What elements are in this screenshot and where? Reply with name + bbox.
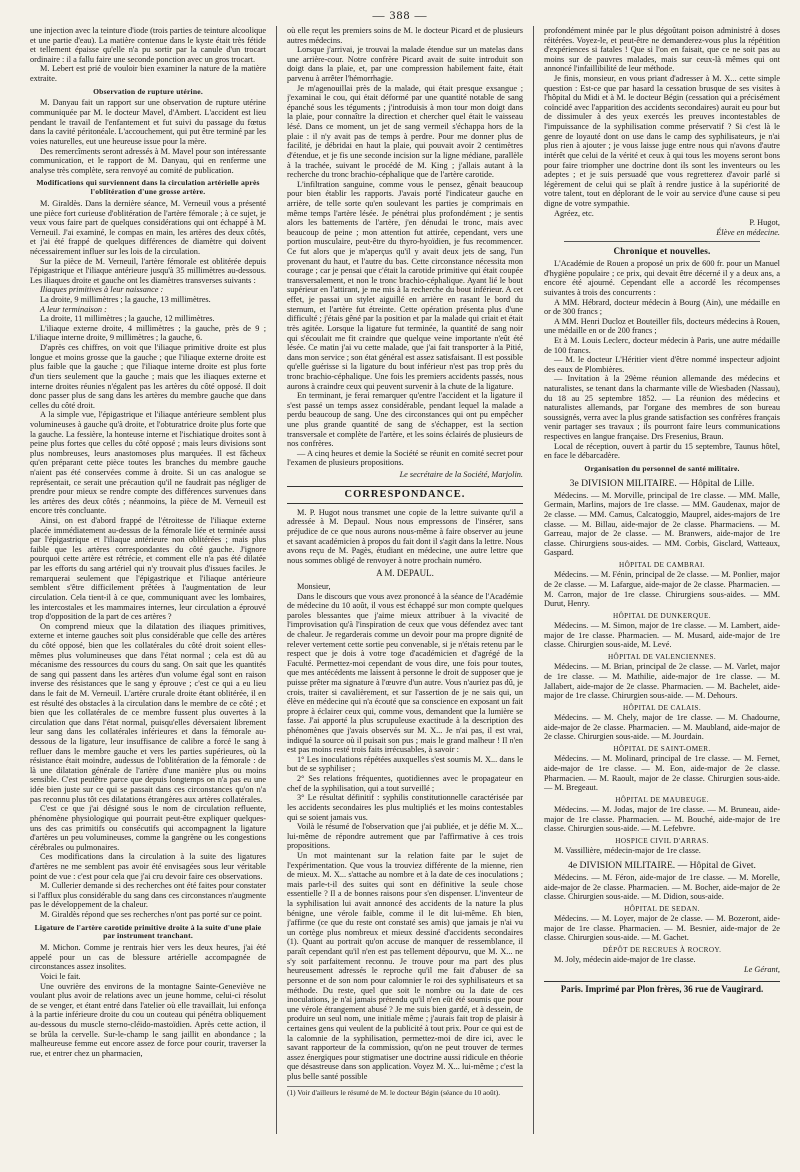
hospital-heading: HÔPITAL DE VALENCIENNES.: [607, 653, 717, 662]
paragraph: La droite, 11 millimètres ; la gauche, 12 millimètres.: [40, 314, 215, 324]
division-heading: 3e DIVISION MILITAIRE. — Hôpital de Lille.: [569, 477, 755, 489]
section-heading-chronique: Chronique et nouvelles.: [613, 246, 711, 257]
paragraph: Je finis, monsieur, en vous priant d'adresser à M. X... cette simple question : Est-ce que par hasard la cessation brusque de ses visites à l'hôpital du Midi et à M. le docteur Bégin (cessation qui a précisément coïncidé avec l'apparition des accidents secondaires) aurait eu pour but de dissimuler à des yeux exercés les preuves incontestables de l'impuissance de la syphilisation comme préservatif ? Si c'est là le genre de loyauté dont on use dans le camp des syphilisateurs, je n'ai plus rien à ajouter ; je vous laisse juge entre nous qui n'avons d'autre intérêt que celui de la vérité et ceux à qui tous les moyens seront bons pour faire triompher une doctrine dont ils sont les inventeurs ou les adeptes ; et je suis persuadé que vous regretterez d'avoir parlé si légèrement de celui qui se plaît à rendre justice à la supériorité de votre talent, tout en déplorant de le voir au service d'une cause si peu digne de votre sympathie.: [544, 74, 780, 208]
paragraph: M. P. Hugot nous transmet une copie de la lettre suivante qu'il a adressée à M. Depaul. Nous nous empressons de l'insérer, sans préjudice de ce que nous aurons nous-même à faire observer au jeune et savant académicien à propos du fait dont il s'agit dans la lettre. Nous avons reçu de M. Pagès, étudiant en médecine, une autre lettre que nous sommes obligé de renvoyer à notre prochain numéro.: [287, 507, 523, 565]
section-heading: Observation de rupture utérine.: [93, 86, 203, 96]
paragraph: M. Giraldès répond que ses recherches n'ont pas porté sur ce point.: [40, 910, 262, 920]
hospital-staff: Médecins. — M. Brian, principal de 2e classe. — M. Varlet, major de 1re classe. — M. Mathilie, aide-major de 1re classe. — M. Jallabert, aide-major de 2e classe. Pharmacien. — M. Bachelet, aide-major de 1re classe. Chirurgien sous-aide. — M. Dehours.: [544, 662, 780, 701]
column-1: [30, 26, 266, 1134]
paragraph: — A cinq heures et demie la Société se réunit en comité secret pour l'examen de plusieurs propositions.: [287, 448, 523, 468]
hospital-staff: M. Vassillière, médecin-major de 1re classe.: [554, 846, 701, 856]
paragraph: A MM. Hébrard, docteur médecin à Bourg (Ain), une médaille en or de 300 francs ;: [544, 297, 780, 317]
paragraph: Ainsi, on est d'abord frappé de l'étroitesse de l'iliaque externe placée immédiatement au-dessus de la fémorale liée et terminée aussi par l'épigastrique et l'iliaque antérieure non oblitérées ; mais plus faible que les artères correspondantes du côté gauche. J'ignore pourquoi cette artère est rétrécie, et comment elle n'a pas été dilatée par les efforts du sang artériel qui n'y trouvait plus d'issues faciles. Je remarquerai seulement que l'épigastrique et l'iliaque antérieure semblent s'être difficilement prêtées à l'augmentation de leur circulation. Cela tient-il à ce que, communiquant avec les lombaires, les intercostales et les mammaires internes, leur circulation a éprouvé trop d'opposition de la part de ces artères ?: [30, 516, 266, 622]
paragraph: Local de réception, ouvert à partir du 15 septembre, Taunus hôtel, en face le débarcadère.: [544, 441, 780, 461]
columns: [30, 26, 780, 1134]
hospital-staff: M. Joly, médecin aide-major de 1re classe.: [554, 955, 696, 965]
paragraph: Monsieur,: [297, 581, 331, 591]
paragraph: profondément minée par le plus dégoûtant poison administré à doses réitérées. Voyez-le, et peut-être ne demanderez-vous plus la répétition d'expériences si fatales ! Que si l'on en faisait, que ce ne soit pas au moins sur de pauvres malades, mais sur ceux-là mêmes qui ont annoncé l'infaillibilité de leur méthode.: [544, 26, 780, 74]
hospital-staff: Médecins. — M. Féron, aide-major de 1re classe. — M. Morelle, aide-major de 2e classe. Pharmacien. — M. Bocher, aide-major de 2e classe. Chirurgien sous-aide. — M. Didion, sous-aide.: [544, 873, 780, 902]
letter-address: A M. DEPAUL.: [376, 568, 434, 579]
paragraph: Iliaques primitives à leur naissance :: [40, 285, 164, 295]
paragraph: M. Giraldès. Dans la dernière séance, M. Verneuil vous a présenté une pièce fort curieuse d'oblitération de l'artère fémorale ; à ce sujet, je veux vous faire part de quelques considérations qui ont échappé à M. Verneuil. J'ai examiné, le compas en main, les artères des deux côtés, et j'ai été frappé de quelques différences de diamètre qui doivent nécessairement influer sur les lois de la circulation.: [30, 198, 266, 256]
hospital-staff: Médecins. — M. Fénin, principal de 2e classe. — M. Ponlier, major de 2e classe. — M. Lafargue, aide-major de 2e classe. Pharmacien. — M. Carron, major de 1re classe. Chirurgiens sous-aides. — MM. Durut, Henry.: [544, 570, 780, 609]
section-heading: Modifications qui surviennent dans la circulation artérielle après l'oblitération d'une grosse artère.: [36, 178, 260, 197]
paragraph: Et à M. Louis Leclerc, docteur médecin à Paris, une autre médaille de 100 francs.: [544, 335, 780, 355]
hospital-staff: Médecins. — M. Morville, principal de 1re classe. — MM. Malle, Germain, Marlins, majors de 1re classe. — MM. Gaudenax, major de 2e classe. — MM. Camus, Calcatoggio, Mauprel, aides-majors de 1re classe. — M. Billau, aide-major de 2e classe. Pharmaciens. — M. Garreau, major de 2e classe. — M. Branwers, aide-major de 1re classe. Chirurgiens sous-aides. — MM. Corbis, Gisclard, Watteaux, Gaspard.: [544, 490, 780, 558]
paragraph: une injection avec la teinture d'iode (trois parties de teinture alcoolique et une partie d'eau). La matière contenue dans le kyste était très fétide et tellement épaisse qu'elle n'a pu sortir par la canule d'un trocart ordinaire : il a fallu faire une seconde ponction avec un gros trocart.: [30, 26, 266, 64]
hospital-heading: DÉPÔT DE RECRUES À ROCROY.: [602, 946, 722, 954]
paragraph: L'Académie de Rouen a proposé un prix de 600 fr. pour un Manuel d'hygiène populaire ; ce prix, qui devait être décerné il y a deux ans, a encore été ajourné. Cependant elle a accordé les récompenses suivantes à trois des concurrents :: [544, 259, 780, 297]
paragraph: La droite, 9 millimètres ; la gauche, 13 millimètres.: [40, 295, 211, 305]
paragraph: Dans le discours que vous avez prononcé à la séance de l'Académie de médecine du 10 août, il vous est échappé sur mon compte quelques paroles blessantes que j'aime mieux attribuer à la vivacité de l'improvisation qu'à l'inspiration de ceux que vous défendez avec tant de chaleur. Je regarderais comme un devoir pour ma propre dignité de relever vertement cette sortie peu convenable, si je n'étais retenu par le respect que je dois à votre toge d'académicien et d'agrégé de la Faculté. Permettez-moi cependant de vous dire, une fois pour toutes, que mes antécédents me laissent à personne le droit de supposer que je puisse prêter ma signature à l'œuvre d'un autre. Vous n'auriez pas dû, je crois, traiter si cavalièrement, et sur l'assertion de je ne sais qui, un élève en médecine qui n'a écouté que sa conscience en exposant un fait propre à éclairer ceux qui, comme vous, demandent que la lumière se fasse. J'ai apporté la plus scrupuleuse exactitude à la description des phénomènes que j'avais observés sur M. X... Je n'ai pas, il est vrai, indiqué la source où il puisait son pus ; mais le grand malheur ! Il n'en est pas moins resté trois faits irrécusables, à savoir :: [287, 591, 523, 755]
hospital-staff: Médecins. — M. Simon, major de 1re classe. — M. Lambert, aide-major de 1re classe. Pharmacien. — M. Musard, aide-major de 1re classe. Chirurgien sous-aide, M. Levé.: [544, 621, 780, 650]
section-heading-correspondance: CORRESPONDANCE.: [287, 486, 523, 504]
paragraph: Agréez, etc.: [554, 208, 594, 218]
paragraph: L'iliaque externe droite, 4 millimètres ; la gauche, près de 9 ; L'iliaque interne droite, 9 millimètres ; la gauche, 6.: [30, 323, 266, 343]
paragraph: Ces modifications dans la circulation à la suite des ligatures d'artères ne me semblent pas avoir été envisagées sous leur véritable point de vue : c'est pour cela que j'ai cru devoir faire ces observations.: [30, 852, 266, 881]
hospital-heading: HÔPITAL DE MAUBEUGE.: [615, 795, 709, 804]
column-2: [287, 26, 523, 1134]
hospital-heading: HÔPITAL DE CALAIS.: [622, 703, 702, 712]
paragraph: M. Danyau fait un rapport sur une observation de rupture utérine communiquée par M. le docteur Mavel, d'Ambert. L'accident est lieu pendant le travail de l'enfantement et fut suivi du passage du fœtus dans la cavité péritonéale. L'accouchement, qui put être terminé par les voies naturelles, eut une heureuse issue pour la mère.: [30, 98, 266, 146]
footnote: (1) Voir d'ailleurs le résumé de M. le docteur Bégin (séance du 10 août).: [287, 1086, 523, 1098]
paragraph: Une ouvrière des environs de la montagne Sainte-Geneviève ne voulant plus avoir de relations avec un jeune homme, celui-ci résolut de se venger, et étant entré dans l'atelier où elle travaillait, lui enfonça à la partie inférieure droite du cou un couteau qui pénétra obliquement au-dessous du muscle sterno-cléido-mastoïdien. Après cette action, il se brûla la cervelle. Sur-le-champ le sang jaillit en abondance ; la malheureuse femme eut encore assez de force pour courir, traverser la rue, et entrer chez un pharmacien,: [30, 981, 266, 1058]
paragraph: M. Cullerier demande si des recherches ont été faites pour constater si l'afflux plus considérable du sang dans ces circonstances n'augmente pas le développement de la chaleur.: [30, 881, 266, 910]
paragraph: Sur la pièce de M. Verneuil, l'artère fémorale est oblitérée depuis l'épigastrique et l'iliaque antérieure jusqu'à 35 millimètres au-dessous. Les iliaques droite et gauche ont les diamètres transverses suivants :: [30, 256, 266, 285]
division-heading: 4e DIVISION MILITAIRE. — Hôpital de Givet.: [568, 859, 756, 871]
hospital-heading: HÔPITAL DE DUNKERQUE.: [613, 611, 711, 620]
paragraph: où elle reçut les premiers soins de M. le docteur Picard et de plusieurs autres médecins.: [287, 26, 523, 45]
hospital-heading: HÔPITAL DE SAINT-OMER.: [613, 744, 711, 753]
paragraph: 3° Le résultat définitif : syphilis constitutionnelle caractérisée par les accidents secondaires les plus multipliés et les moins contestables qui se soient jamais vus.: [287, 793, 523, 822]
separator: [564, 241, 760, 242]
paragraph: Voilà le résumé de l'observation que j'ai publiée, et je défie M. X... lui-même de répondre autrement que par l'affirmative à ces trois propositions.: [287, 822, 523, 851]
hospital-staff: Médecins. — M. Jodas, major de 1re classe. — M. Bruneau, aide-major de 1re classe. Pharmacien. — M. Bouché, aide-major de 1re classe. Chirurgien sous-aide. — M. Lefebvre.: [544, 805, 780, 834]
paragraph: D'après ces chiffres, on voit que l'iliaque primitive droite est plus longue et moins grosse que la gauche ; que l'iliaque externe droite est plus faible que la gauche ; que l'iliaque interne droite est plus forte d'un tiers seulement que la gauche ; mais que les iliaques externe et interne droites réunies n'égalent pas les artères du côté opposé. Il doit donc passer plus de sang dans les artères du membre gauche que dans celles du côté droit.: [30, 343, 266, 410]
paragraph: M. Lebert est prié de vouloir bien examiner la nature de la matière extraite.: [30, 64, 266, 84]
section-heading: Ligature de l'artère carotide primitive droite à la suite d'une plaie par instrument tranchant.: [34, 922, 262, 941]
paragraph: Lorsque j'arrivai, je trouvai la malade étendue sur un matelas dans une arrière-cour. Notre confrère Picard avait de suite introduit son doigt dans la plaie, et, par une compression habilement faite, était parvenu à arrêter l'hémorrhagie.: [287, 45, 523, 84]
secretary-signature: Le secrétaire de la Société, Marjolin.: [399, 470, 523, 480]
paragraph: En terminant, je ferai remarquer qu'entre l'accident et la ligature il s'est passé un temps assez considérable, pendant lequel la malade a perdu beaucoup de sang. Une des circonstances qui ont pu empêcher une plus grande quantité de sang de s'échapper, est la section transversale et complète de l'artère, et les soins éclairés de plusieurs de nos confrères.: [287, 391, 523, 449]
printer-imprint: Paris. Imprimé par Plon frères, 36 rue de Vaugirard.: [544, 981, 780, 994]
column-rule: [276, 26, 277, 1134]
paragraph: A MM. Henri Ducloz et Bouteiller fils, docteurs médecins à Rouen, une médaille en or de 200 francs ;: [544, 316, 780, 336]
hospital-staff: Médecins. — M. Chely, major de 1re classe. — M. Chadourne, aide-major de 2e classe. Pharmacien. — M. Maubland, aide-major de 2e classe. Chirurgien sous-aide. — M. Jourdain.: [544, 713, 780, 742]
hospital-staff: Médecins. — M. Loyer, major de 2e classe. — M. Bozeront, aide-major de 1re classe. Pharmacien. — M. Besnier, aide-major de 2e classe. Chirurgien sous-aide. — M. Gachet.: [544, 914, 780, 943]
paragraph: 1° Les inoculations répétées auxquelles s'est soumis M. X... dans le but de se syphiliser ;: [287, 754, 523, 774]
paragraph: 2° Ses relations fréquentes, quotidiennes avec le propagateur en chef de la syphilisation, qui a tout surveillé ;: [287, 774, 523, 793]
author-title: Élève en médecine.: [716, 227, 780, 237]
column-3: [544, 26, 780, 1134]
paragraph: A leur terminaison :: [40, 304, 107, 314]
paragraph: M. Michon. Comme je rentrais hier vers les deux heures, j'ai été appelé pour un cas de blessure artérielle accompagnée de circonstances assez insolites.: [30, 943, 266, 972]
paragraph: — Invitation à la 29ème réunion allemande des médecins et naturalistes, se tenant dans la charmante ville de Wiesbaden (Nassau), du 18 au 25 septembre 1852. — La réunion des médecins et naturalistes allemands, par l'organe des membres de son bureau soussignés, verra avec la plus grande satisfaction ses confrères français venir partager ses travaux ; ils pourront faire leurs communications respectives en langue française. Drs Fresenius, Braun.: [544, 374, 780, 442]
paragraph: On comprend mieux que la dilatation des iliaques primitives, externe et interne gauches soit plus considérable que celle des artères du côté opposé, bien que les collatérales du côté droit soient elles-mêmes plus volumineuses que dans l'état normal ; cela est dû au mécanisme des ressources du cours du sang. On sait que les quantités de sang qui passent dans les artères d'un volume égal sont en raison inverse des résistances que le sang y éprouve ; c'est ce qui a eu lieu dans le fait de M. Verneuil. L'artère crurale droite étant oblitérée, il en est résulté des obstacles à la circulation dans le membre de ce côté ; et bien que les collatérales de ce membre fussent plus ouvertes à la circulation que dans l'état normal, puisqu'elles déversaient librement leur sang dans les collatérales inférieures et dans la fémorale au-dessous de la ligature, leur insuffisance de calibre a forcé le sang à refluer dans le membre gauche et vers les parties supérieures, où la résistance était moindre, audessus de l'oblitération de la fémorale : de là une dilatation générale de l'artère d'une manière plus ou moins sensible. C'est peutêtre parce que depuis longtemps on n'a pas eu une idée bien juste sur ce qui se passait dans ces circonstances qu'on n'a pas reconnu plus tôt ces dilatations étrangères aux artères collatérales.: [30, 621, 266, 804]
hospital-heading: HOSPICE CIVIL D'ARRAS.: [615, 836, 709, 845]
paragraph: Des remercîments seront adressés à M. Mavel pour son intéressante communication, et le rapport de M. Danyau, qui en renferme une analyse très complète, sera renvoyé au comité de publication.: [30, 146, 266, 175]
hospital-heading: HÔPITAL DE CAMBRAI.: [618, 561, 706, 570]
paragraph: Un mot maintenant sur la relation faite par le sujet de l'expérimentation. Que vous la trouviez différente de la mienne, rien de mieux. M. X... s'attache au nombre et à la date de ces inoculations ; mais parle-t-il des suites qui sont en définitive la seule chose essentielle ? Il a de bonnes raisons pour s'en dispenser. L'inventeur de la syphilisation lui avait annoncé des accidents de la nature la plus bénigne, une vérole faible, comme il le dit lui-même. Eh bien, j'affirme (ce que du reste ont constaté ses amis) que jamais je n'ai vu un cortège plus nombreux et mieux dessiné d'accidents secondaires (1). Quant au portrait qu'on accuse de manquer de ressemblance, il paraît cependant qu'il n'en est pas tellement dépourvu, que M. X... ne s'y soit parfaitement reconnu. Je trouve pour ma part des plus heureusement adressés le reproche qu'il me fait d'abuser de sa personne et de son nom pour calomnier le roi des syphilisateurs et sa méthode. Du reste, quel que soit le nombre ou la date de ces inoculations, je n'ai jamais prétendu qu'il n'en eût été soumis que pour une vérole étrangement abusé ? Je me suis bien gardé, et à dessein, de produire un seul nom, une initiale même ; j'aurais fait trop de plaisir à certaines gens qui veulent de la publicité à tout prix. Pour ce qui est de la calomnie de la syphilisation, permettez-moi de dire ici, avec le savant rapporteur de la commission, qu'on ne peut trouver de termes assez énergiques pour stigmatiser une doctrine aussi ridicule en théorie que désastreuse dans son application. Voyez M. X... lui-même ; c'est la plus belle santé possible: [287, 850, 523, 1081]
hospital-staff: Médecins. — M. Molinard, principal de 1re classe. — M. Fernet, aide-major de 1re classe. — M. Eon, aide-major de 2e classe. Pharmacien. — M. Raoult, major de 2e classe. Chirurgien sous-aide. — M. Bregeaut.: [544, 754, 780, 793]
section-heading-organisation: Organisation du personnel de santé militaire.: [584, 463, 740, 473]
page-number: — 388 —: [372, 8, 428, 22]
author-signature: P. Hugot,: [749, 218, 780, 228]
paragraph: — M. le docteur L'Héritier vient d'être nommé inspecteur adjoint des eaux de Plombières.: [544, 355, 780, 374]
paragraph: Je m'agenouillai près de la malade, qui était presque exsangue ; j'examinai le cou, qui était déformé par une quantité notable de sang épanché sous les téguments ; j'introduisis à mon tour mon doigt dans la plaie, pour connaître la direction et chercher quel était le vaisseau lésé. Dans ce moment, un jet de sang vermeil s'échappa hors de la plaie : il n'y avait pas de temps à perdre. Pour me donner plus de facilité, je débridai en haut la plaie, qui pouvait avoir 2 centimètres d'étendue, et je fis une seconde incision sur la ligne médiane, parallèle à la trachée, suivant le procédé de M. King ; j'allais autant à la recherche du tronc brachio-céphalique que de l'artère carotide.: [287, 83, 523, 180]
paragraph: A la simple vue, l'épigastrique et l'iliaque antérieure semblent plus volumineuses à gauche qu'à droite, et l'obturatrice droite plus forte que la gauche. La fessière, la honteuse interne et l'ischiatique droites sont à peine plus fortes que celles du côté opposé ; mais leurs divisions sont plus nombreuses, leurs anastomoses plus marquées. Il est fâcheux qu'en préparant cette pièce toutes les branches du membre gauche n'aient pas été conservées comme à droite. Si un cas analogue se représentait, ce serait une précaution qu'il ne faudrait pas négliger de prendre pour mieux se rendre compte des différences survenues dans les artères des deux côtés ; néanmoins, la pièce de M. Verneuil est encore très concluante.: [30, 410, 266, 516]
gerant-label: Le Gérant,: [744, 964, 780, 974]
paragraph: L'infiltration sanguine, comme vous le pensez, gênait beaucoup pour bien établir les rapports. J'avais porté l'indicateur gauche en arrière, de telle sorte qu'en soulevant les parties je comprimais en même temps l'artère lésée. Je pénétrai plus profondément ; je sentis alors les battements de l'artère, j'en dénudai le tronc, mais avec beaucoup de peine ; mon attention fut attirée, cependant, vers une portion musculaire, peut-être du thyro-hyoïdien, je fus recommencer. Ce fut alors que je m'aperçus qu'il y avait deux jets de sang, l'un provenant du haut, et l'autre du bas. Cette circonstance nécessita mon courage ; car je pensai que c'était la carotide primitive qui était coupée transversalement, et non le tronc brachio-céphalique. Ayant lié le bout supérieur en l'attirant, je me mis à la recherche du bout inférieur. A cet effet, je passai un stylet aiguillé en arrière en rasant le bord du sternum, et l'artère fut étreinte. Cette opération présenta plus d'une difficulté ; j'étais gêné par la position et par la malade qui criait et était très agitée. Lorsque la ligature fut terminée, la quantité de sang noir qui s'écoulait me fit craindre que quelque veine importante n'eût été lésée. Ce matin j'ai vu cette malade, que j'ai fait transporter à la Pitié, dans mon service ; son état général est assez satisfaisant. Il est possible qu'elle guérisse si la ligature du bout inférieur n'est pas trop près du tronc brachio-céphalique. Une fois les premiers accidents passés, nous aurons à craindre ceux qui peuvent survenir à la chute de la ligature.: [287, 179, 523, 391]
hospital-heading: HÔPITAL DE SEDAN.: [624, 904, 700, 913]
paragraph: Voici le fait.: [40, 972, 81, 982]
column-rule: [533, 26, 534, 1134]
paragraph: C'est ce que j'ai désigné sous le nom de circulation refluente, phénomène physiologique qui pourrait peut-être expliquer quelques-uns des cas primitifs ou consécutifs qui accompagnent la ligature d'artères un peu volumineuses, comme la gangrène ou les congestions cérébrales ou pulmonaires.: [30, 804, 266, 852]
